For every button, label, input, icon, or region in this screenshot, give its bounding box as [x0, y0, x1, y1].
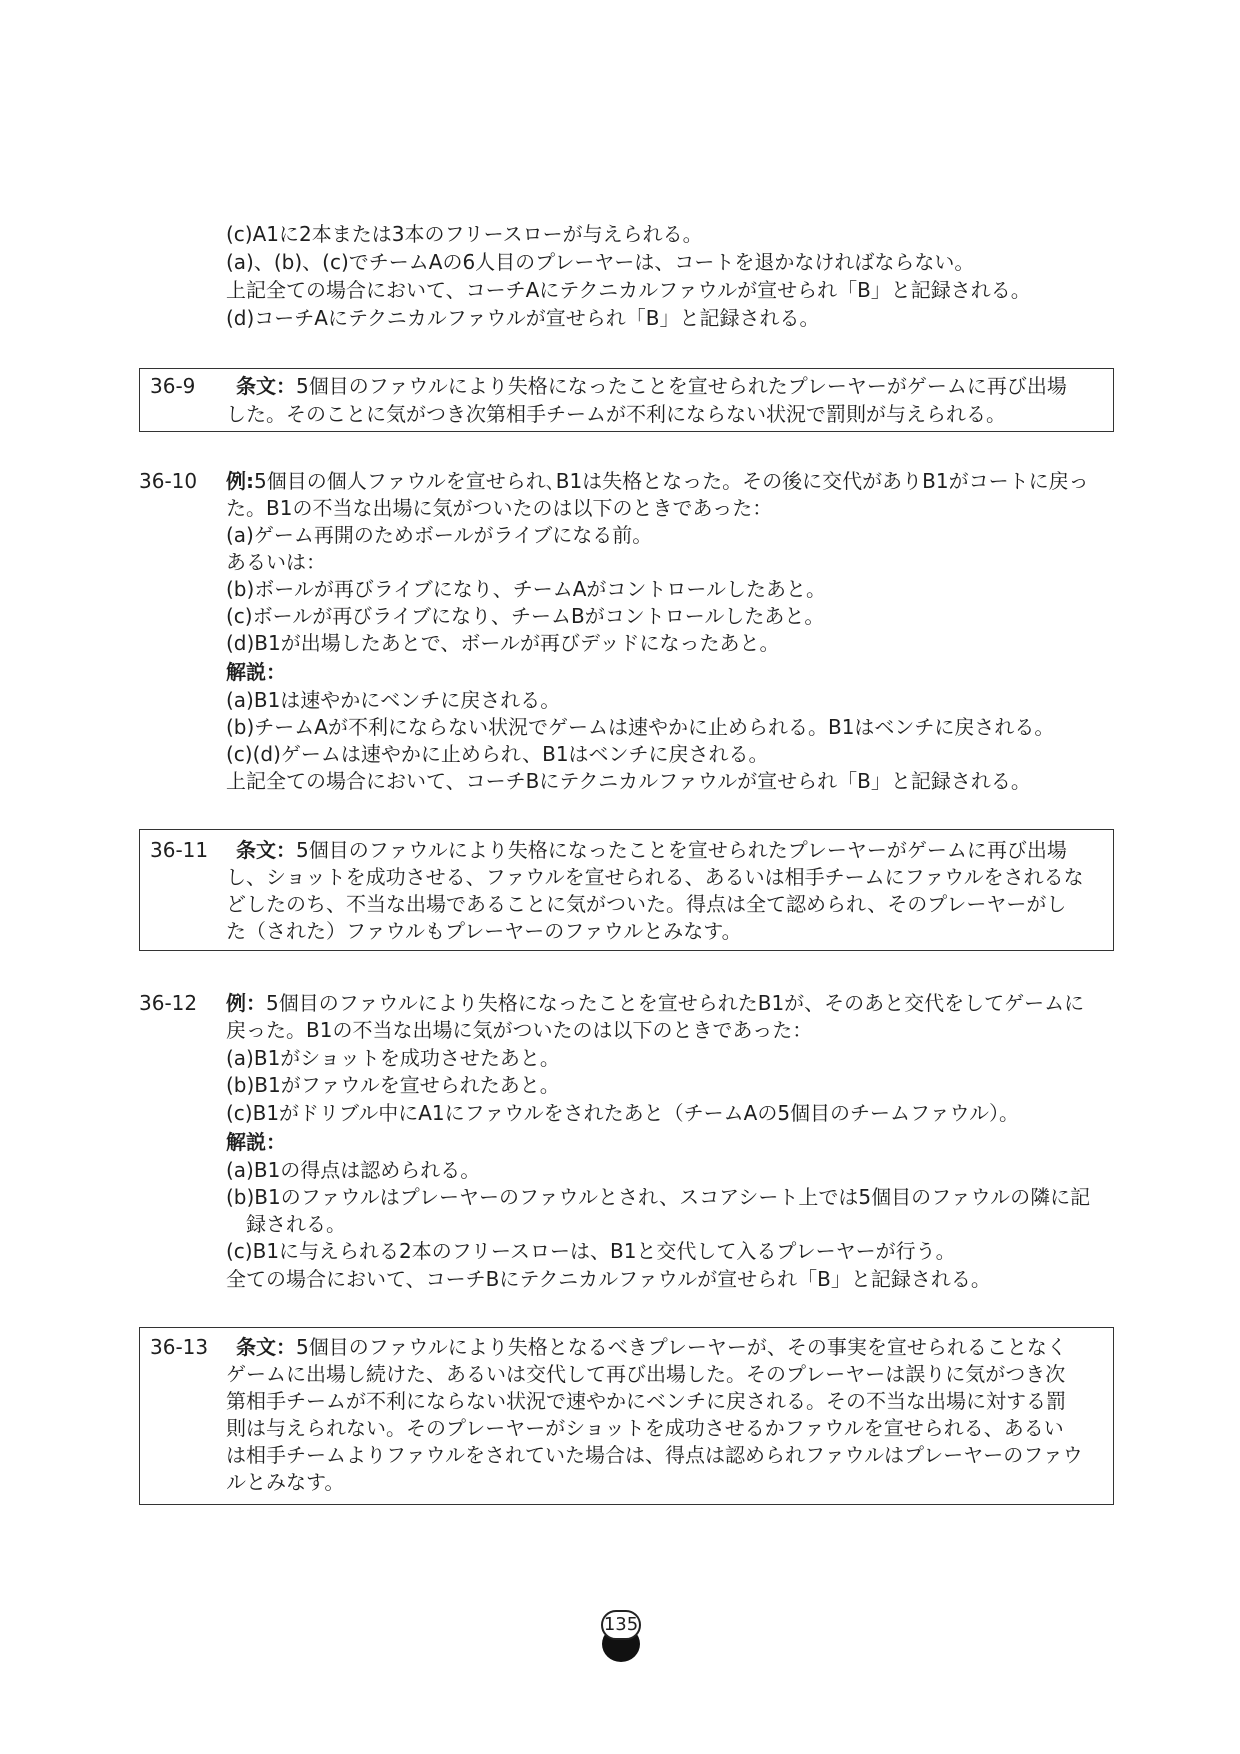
section-number: 36-11 [150, 838, 209, 862]
article-line: し、ショットを成功させる、ファウルを宣せられる、あるいは相手チームにファウルをされるな [226, 865, 1084, 889]
article-line [236, 1333, 1067, 1361]
text-line: (c)B1がドリブル中にA1にファウルをされたあと（チームAの5個目のチームファウル）。 [226, 1101, 1020, 1125]
text-line: (c)A1に2本または3本のフリースローが与えられる。 [226, 222, 703, 246]
section-number: 36-10 [139, 469, 198, 493]
example-text: 5個目のファウルにより失格になったことを宣せられたB1が、そのあと交代をしてゲームに [266, 991, 1085, 1015]
article-line: した。そのことに気がつき次第相手チームが不利にならない状況で罰則が与えられる。 [226, 402, 1006, 426]
text-line: (c)B1に与えられる2本のフリースローは、B1と交代して入るプレーヤーが行う。 [226, 1239, 956, 1263]
article-line: た（された）ファウルもプレーヤーのファウルとみなす。 [226, 919, 742, 943]
page-number: 135 [601, 1610, 641, 1640]
text-line: (c)ボールが再びライブになり、チームBがコントロールしたあと。 [226, 604, 825, 628]
article-text: 5個目のファウルにより失格になったことを宣せられたプレーヤーがゲームに再び出場 [296, 374, 1067, 398]
text-line: (b)B1がファウルを宣せられたあと。 [226, 1073, 560, 1097]
article-line [236, 836, 1067, 864]
text-line: (a)B1の得点は認められる。 [226, 1158, 481, 1182]
text-line: (d)B1が出場したあとで、ボールが再びデッドになったあと。 [226, 631, 780, 655]
article-line: ゲームに出場し続けた、あるいは交代して再び出場した。そのプレーヤーは誤りに気がつき次 [226, 1362, 1066, 1386]
text-line: (b)ボールが再びライブになり、チームAがコントロールしたあと。 [226, 577, 826, 601]
article-line [236, 372, 1067, 400]
section-number: 36-13 [150, 1335, 209, 1359]
text-line: (b)チームAが不利にならない状況でゲームは速やかに止められる。B1はベンチに戻される。 [226, 715, 1055, 739]
text-line: (a)B1は速やかにベンチに戻される。 [226, 688, 561, 712]
text-line: 上記全ての場合において、コーチAにテクニカルファウルが宣せられ「B」と記録される。 [226, 278, 1031, 302]
text-line: (b)B1のファウルはプレーヤーのファウルとされ、スコアシート上では5個目のファウルの隣に記 [226, 1185, 1091, 1209]
text-line: た。B1の不当な出場に気がついたのは以下のときであった： [226, 496, 773, 520]
article-text: 5個目のファウルにより失格になったことを宣せられたプレーヤーがゲームに再び出場 [296, 838, 1067, 862]
text-line: (c)(d)ゲームは速やかに止められ、B1はベンチに戻される。 [226, 742, 769, 766]
text-line: (a)ゲーム再開のためボールがライブになる前。 [226, 523, 653, 547]
text-line: 全ての場合において、コーチBにテクニカルファウルが宣せられ「B」と記録される。 [226, 1267, 991, 1291]
article-text: 5個目のファウルにより失格となるべきプレーヤーが、その事実を宣せられることなく [296, 1335, 1067, 1359]
section-number: 36-12 [139, 991, 198, 1015]
article-line: どしたのち、不当な出場であることに気がついた。得点は全て認められ、そのプレーヤーがし [226, 892, 1067, 916]
example-label: 例: [226, 469, 254, 493]
example-text: 5個目の個人ファウルを宣せられ､B1は失格となった。その後に交代がありB1がコートに戻っ [254, 469, 1089, 493]
text-line: 上記全ての場合において、コーチBにテクニカルファウルが宣せられ「B」と記録される。 [226, 769, 1031, 793]
text-line: (a)B1がショットを成功させたあと。 [226, 1046, 560, 1070]
article-line: は相手チームよりファウルをされていた場合は、得点は認められファウルはプレーヤーのファウ [226, 1443, 1083, 1467]
article-line: ルとみなす。 [226, 1470, 345, 1494]
explanation-label: 解説： [226, 1130, 286, 1154]
article-label: 条文： [236, 838, 296, 862]
text-line: 戻った。B1の不当な出場に気がついたのは以下のときであった： [226, 1018, 813, 1042]
text-line: 録される。 [246, 1212, 346, 1236]
example-line [226, 989, 1084, 1017]
text-line: (d)コーチAにテクニカルファウルが宣せられ「B」と記録される。 [226, 306, 820, 330]
article-line: 則は与えられない。そのプレーヤーがショットを成功させるかファウルを宣せられる、あるい [226, 1416, 1064, 1440]
article-label: 条文： [236, 1335, 296, 1359]
explanation-label: 解説： [226, 660, 286, 684]
section-number: 36-9 [150, 374, 196, 398]
text-line: あるいは： [226, 550, 326, 574]
example-line [226, 467, 1089, 495]
page-number-badge [601, 1610, 641, 1670]
article-label: 条文： [236, 374, 296, 398]
example-label: 例： [226, 991, 266, 1015]
text-line: (a)、(b)、(c)でチームAの6人目のプレーヤーは、コートを退かなければならない。 [226, 250, 975, 274]
article-line: 第相手チームが不利にならない状況で速やかにベンチに戻される。その不当な出場に対する罰 [226, 1389, 1066, 1413]
